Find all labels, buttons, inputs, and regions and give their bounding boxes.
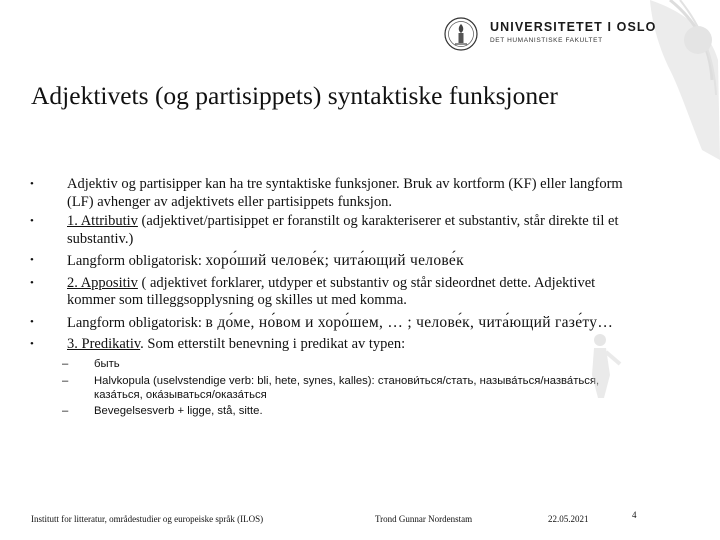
bullet-item <box>28 312 628 334</box>
bullet-item <box>28 250 628 272</box>
page-number: 4 <box>632 510 637 520</box>
logo-title: UNIVERSITETET I OSLO <box>490 20 657 34</box>
bullet-icon: • <box>30 276 34 289</box>
dash-icon: – <box>62 374 69 387</box>
footer-author: Trond Gunnar Nordenstam <box>375 514 473 524</box>
bullet-item <box>28 213 628 248</box>
footer-date: 22.05.2021 <box>548 514 589 524</box>
bullet-label: 2. Appositiv <box>67 274 138 291</box>
bullet-item <box>28 275 628 310</box>
bullet-text: ( adjektivet forklarer, utdyper et substantiv og står sideordnet dette. Adjektivet kommer som tilleggsopplysning og skilles ut med komma. <box>67 274 596 309</box>
bullet-text: Adjektiv og partisipper kan ha tre syntaktiske funksjoner. Bruk av kortform (KF) eller langform (LF) avhenger av adjektivets eller partisippets funksjon. <box>67 176 623 210</box>
bullet-icon: • <box>30 215 34 228</box>
bullet-text: Langform obligatorisk: <box>67 253 206 270</box>
sub-list <box>62 357 628 418</box>
sub-item <box>62 357 628 371</box>
bullet-text: (adjektivet/partisippet er foranstilt og karakteriserer et substantiv, står direkte til et substantiv.) <box>67 213 619 247</box>
russian-example: в до́ме, но́вом и хоро́шем, … ; челове́к, чита́ющий газе́ту… <box>205 313 614 331</box>
bullet-icon: • <box>30 178 34 190</box>
sub-item-text: Bevegelsesverb + ligge, stå, sitte. <box>94 405 263 418</box>
bullet-text: . Som etterstilt benevning i predikat av typen: <box>140 335 406 352</box>
bullet-text: Langform obligatorisk: <box>67 314 206 331</box>
logo-subtitle: DET HUMANISTISKE FAKULTET <box>490 37 603 44</box>
university-logo <box>444 17 657 51</box>
bullet-label: 3. Predikativ <box>67 335 141 352</box>
dash-icon: – <box>62 405 69 418</box>
decorative-figure-icon <box>576 330 626 400</box>
university-seal-icon <box>444 17 478 51</box>
footer-institute: Institutt for litteratur, områdestudier og europeiske språk (ILOS) <box>31 514 264 524</box>
bullet-icon: • <box>30 315 34 328</box>
bullet-item <box>28 176 628 211</box>
sub-item-text: быть <box>94 358 120 371</box>
slide-title: Adjektivets (og partisippets) syntaktiske funksjoner <box>31 81 558 110</box>
bullet-item <box>28 336 628 419</box>
russian-example: хоро́ший челове́к; чита́ющий челове́к <box>205 252 464 270</box>
sub-item <box>62 374 628 402</box>
dash-icon: – <box>62 358 69 371</box>
bullet-label: 1. Attributiv <box>67 213 138 230</box>
sub-item-text: Halvkopula (uselvstendige verb: bli, hete, synes, kalles): станови́ться/стать, называ́ться/назва́ться, каза́ться, ока́зываться/оказа́ться <box>94 374 600 401</box>
bullet-icon: • <box>30 254 34 267</box>
bullet-list <box>28 176 628 421</box>
bullet-icon: • <box>30 337 34 350</box>
sub-item <box>62 404 628 418</box>
